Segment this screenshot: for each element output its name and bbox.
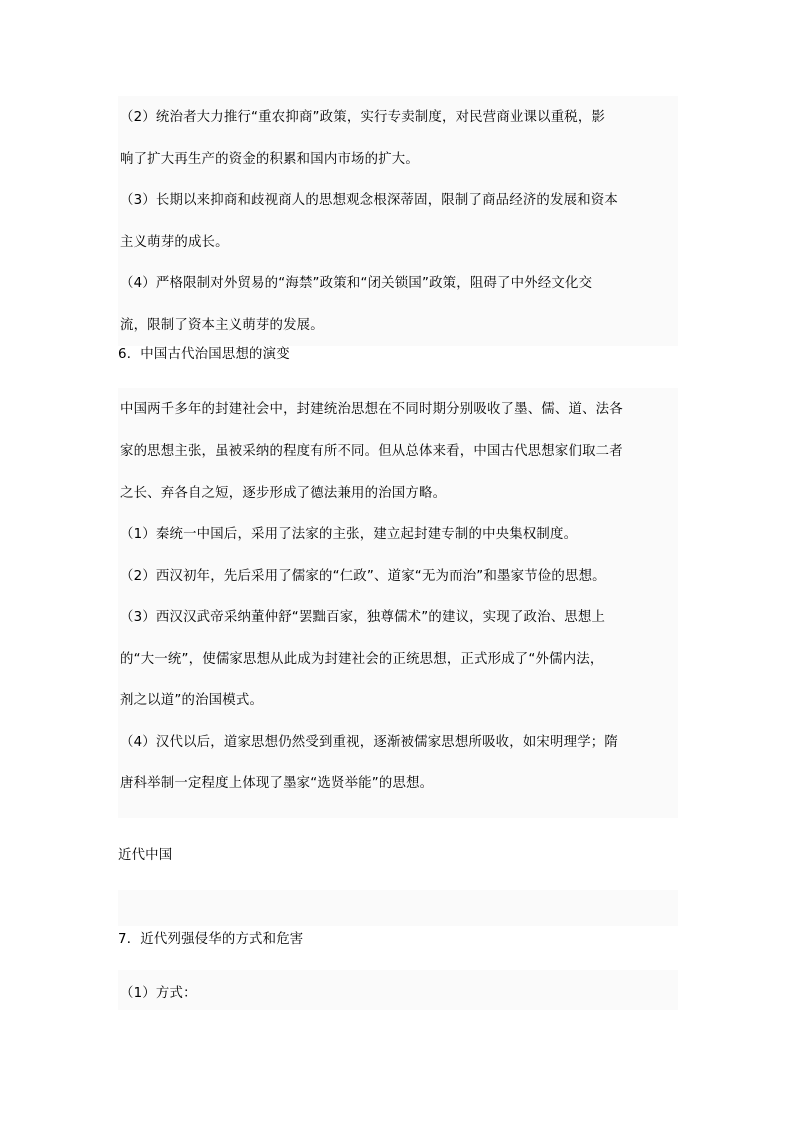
paragraph-line: 家的思想主张，虽被采纳的程度有所不同。但从总体来看，中国古代思想家们取二者 xyxy=(120,444,623,459)
paragraph-line: （2）统治者大力推行“重农抑商”政策，实行专卖制度，对民营商业课以重税，影 xyxy=(120,110,606,125)
paragraph-line: 之长、弃各自之短，逐步形成了德法兼用的治国方略。 xyxy=(120,486,447,501)
paragraph-line: （1）方式： xyxy=(120,986,197,1001)
paragraph-line: （1）秦统一中国后，采用了法家的主张，建立起封建专制的中央集权制度。 xyxy=(120,527,578,542)
paragraph-line: 剂之以道”的治国模式。 xyxy=(120,693,264,708)
section-heading: 7．近代列强侵华的方式和危害 xyxy=(118,932,304,947)
text-block-background xyxy=(118,970,678,1010)
paragraph-line: 的“大一统”，使儒家思想从此成为封建社会的正统思想，正式形成了“外儒内法， xyxy=(120,652,604,667)
paragraph-line: 中国两千多年的封建社会中，封建统治思想在不同时期分别吸收了墨、儒、道、法各 xyxy=(120,402,623,417)
section-heading: 近代中国 xyxy=(118,848,173,863)
paragraph-line: （4）汉代以后，道家思想仍然受到重视，逐渐被儒家思想所吸收，如宋明理学；隋 xyxy=(120,735,618,750)
paragraph-line: （4）严格限制对外贸易的“海禁”政策和“闭关锁国”政策，阻碍了中外经文化交 xyxy=(120,276,593,291)
paragraph-line: （3）西汉汉武帝采纳董仲舒“罢黜百家，独尊儒术”的建议，实现了政治、思想上 xyxy=(120,610,606,625)
text-block-background xyxy=(118,96,678,346)
text-block-background xyxy=(118,890,678,926)
paragraph-line: 主义萌芽的成长。 xyxy=(120,235,229,250)
section-heading: 6．中国古代治国思想的演变 xyxy=(118,347,290,362)
paragraph-line: 响了扩大再生产的资金的积累和国内市场的扩大。 xyxy=(120,152,419,167)
paragraph-line: （2）西汉初年，先后采用了儒家的“仁政”、道家“无为而治”和墨家节俭的思想。 xyxy=(120,569,606,584)
paragraph-line: 流，限制了资本主义萌芽的发展。 xyxy=(120,318,324,333)
paragraph-line: （3）长期以来抑商和歧视商人的思想观念根深蒂固，限制了商品经济的发展和资本 xyxy=(120,193,618,208)
paragraph-line: 唐科举制一定程度上体现了墨家“选贤举能”的思想。 xyxy=(120,776,434,791)
